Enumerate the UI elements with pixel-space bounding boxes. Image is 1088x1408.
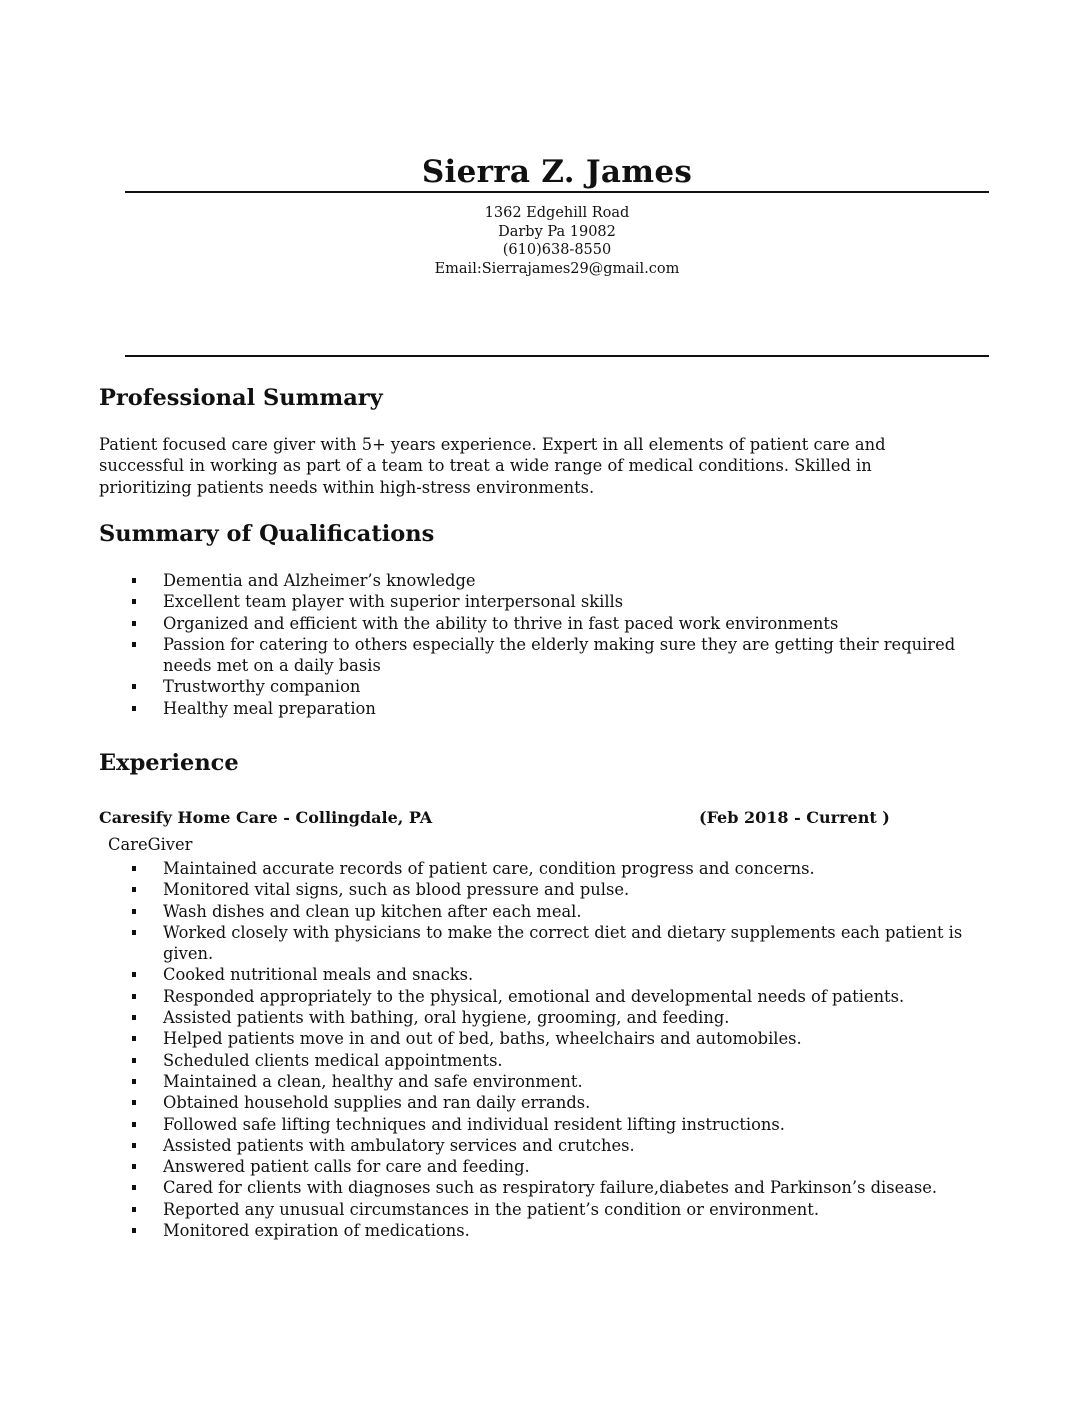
summary-line: Patient focused care giver with 5+ years experience. Expert in all elements of patient care and	[99, 435, 886, 454]
list-item: Helped patients move in and out of bed, baths, wheelchairs and automobiles.	[0, 1028, 1000, 1049]
list-item: Wash dishes and clean up kitchen after each meal.	[0, 901, 1000, 922]
bullet-icon	[132, 1036, 136, 1041]
list-item: Monitored expiration of medications.	[0, 1220, 1000, 1241]
list-item: Obtained household supplies and ran daily errands.	[0, 1092, 1000, 1113]
list-item: Responded appropriately to the physical, emotional and developmental needs of patients.	[0, 986, 1000, 1007]
bullet-icon	[132, 866, 136, 871]
job-header	[99, 806, 999, 830]
list-item: Maintained accurate records of patient care, condition progress and concerns.	[0, 858, 1000, 879]
header-divider	[125, 191, 989, 193]
list-item: Assisted patients with bathing, oral hygiene, grooming, and feeding.	[0, 1007, 1000, 1028]
bullet-icon	[132, 706, 136, 711]
bullet-icon	[132, 887, 136, 892]
list-item: Excellent team player with superior interpersonal skills	[0, 591, 1000, 612]
phone-line: (610)638-8550	[502, 242, 612, 259]
bullet-icon	[132, 1228, 136, 1233]
bullet-icon	[132, 1164, 136, 1169]
section-heading-experience: Experience	[99, 750, 239, 776]
bullet-icon	[132, 972, 136, 977]
list-item: Passion for catering to others especially the elderly making sure they are getting their required needs met on a daily basis	[0, 634, 1000, 677]
bullet-icon	[132, 909, 136, 914]
bullet-icon	[132, 1122, 136, 1127]
contact-block	[125, 204, 989, 278]
list-item: Maintained a clean, healthy and safe environment.	[0, 1071, 1000, 1092]
job-title: CareGiver	[108, 835, 193, 854]
professional-summary-text	[99, 434, 999, 498]
summary-line: successful in working as part of a team to treat a wide range of medical conditions. Skilled in	[99, 456, 872, 476]
bullet-icon	[132, 1100, 136, 1105]
bullet-icon	[132, 684, 136, 689]
list-item: Reported any unusual circumstances in the patient’s condition or environment.	[0, 1199, 1000, 1220]
bullet-icon	[132, 642, 136, 647]
address-line: 1362 Edgehill Road	[484, 205, 630, 221]
bullet-icon	[132, 930, 136, 935]
list-item: Organized and efficient with the ability to thrive in fast paced work environments	[0, 613, 1000, 634]
summary-line: prioritizing patients needs within high-stress environments.	[99, 477, 595, 497]
duties-list	[0, 858, 1000, 1241]
list-item: Monitored vital signs, such as blood pressure and pulse.	[0, 879, 1000, 900]
bullet-icon	[132, 621, 136, 626]
city-line: Darby Pa 19082	[498, 223, 616, 240]
bullet-icon	[132, 994, 136, 999]
bullet-icon	[132, 578, 136, 583]
contact-divider	[125, 355, 989, 357]
bullet-icon	[132, 599, 136, 604]
qualifications-list	[0, 570, 1000, 719]
list-item: Cared for clients with diagnoses such as respiratory failure,diabetes and Parkinson’s disease.	[0, 1177, 1000, 1198]
email-line: Email:Sierrajames29@gmail.com	[434, 260, 680, 277]
list-item: Trustworthy companion	[0, 676, 1000, 697]
employer: Caresify Home Care - Collingdale, PA	[99, 808, 433, 827]
list-item: Cooked nutritional meals and snacks.	[0, 964, 1000, 985]
bullet-icon	[132, 1143, 136, 1148]
list-item: Assisted patients with ambulatory services and crutches.	[0, 1135, 1000, 1156]
bullet-icon	[132, 1015, 136, 1020]
employment-dates: (Feb 2018 - Current )	[699, 808, 890, 827]
list-item: Scheduled clients medical appointments.	[0, 1050, 1000, 1071]
list-item: Answered patient calls for care and feeding.	[0, 1156, 1000, 1177]
bullet-icon	[132, 1207, 136, 1212]
bullet-icon	[132, 1185, 136, 1190]
list-item: Worked closely with physicians to make the correct diet and dietary supplements each patient is given.	[0, 922, 1000, 965]
candidate-name: Sierra Z. James	[421, 154, 693, 190]
list-item: Dementia and Alzheimer’s knowledge	[0, 570, 1000, 591]
section-heading-professional-summary: Professional Summary	[99, 385, 383, 411]
bullet-icon	[132, 1058, 136, 1063]
bullet-icon	[132, 1079, 136, 1084]
list-item: Followed safe lifting techniques and individual resident lifting instructions.	[0, 1114, 1000, 1135]
section-heading-qualifications: Summary of Qualifications	[99, 521, 435, 547]
list-item: Healthy meal preparation	[0, 698, 1000, 719]
